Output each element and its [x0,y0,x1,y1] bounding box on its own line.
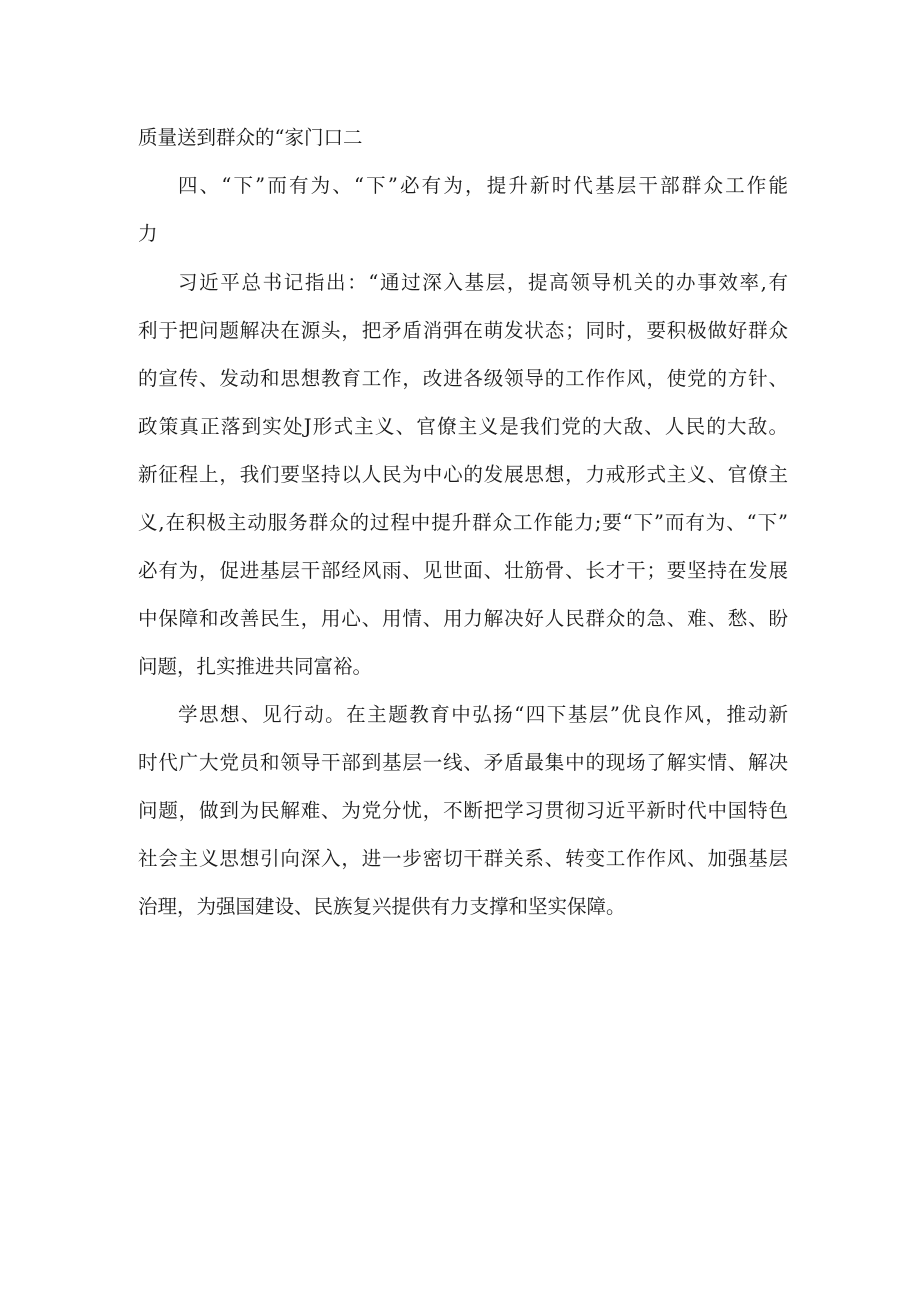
paragraph-line: 义,在积极主动服务群众的过程中提升群众工作能力;要“下”而有为、“下” [138,511,788,534]
paragraph-line: 政策真正落到实处J形式主义、官僚主义是我们党的大敌、人民的大敌。 [138,415,788,438]
paragraph-line: 利于把问题解决在源头，把矛盾消弭在萌发状态；同时，要积极做好群众 [138,319,788,342]
section-heading-line: 四、“下”而有为、“下”必有为，提升新时代基层干部群众工作能 [178,174,788,197]
paragraph-line: 治理，为强国建设、民族复兴提供有力支撑和坚实保障。 [138,895,626,918]
paragraph-line: 的宣传、发动和思想教育工作，改进各级领导的工作作风，使党的方针、 [138,367,788,390]
paragraph-line: 学思想、见行动。在主题教育中弘扬“四下基层”优良作风，推动新 [178,703,788,726]
paragraph-line: 习近平总书记指出：“通过深入基层，提高领导机关的办事效率,有 [178,271,788,294]
paragraph-line: 必有为，促进基层干部经风雨、见世面、壮筋骨、长才干；要坚持在发展 [138,559,788,582]
paragraph-line: 新征程上，我们要坚持以人民为中心的发展思想，力戒形式主义、官僚主 [138,463,788,486]
paragraph-line: 问题，做到为民解难、为党分忧，不断把学习贯彻习近平新时代中国特色 [138,799,788,822]
paragraph-line: 中保障和改善民生，用心、用情、用力解决好人民群众的急、难、愁、盼 [138,607,788,630]
paragraph-line: 社会主义思想引向深入，进一步密切干群关系、转变工作作风、加强基层 [138,847,788,870]
text-line-continuation: 质量送到群众的“家门口二 [138,126,363,149]
paragraph-line: 问题，扎实推进共同富裕。 [138,655,373,678]
paragraph-line: 时代广大党员和领导干部到基层一线、矛盾最集中的现场了解实情、解决 [138,751,788,774]
section-heading-line: 力 [138,222,158,245]
